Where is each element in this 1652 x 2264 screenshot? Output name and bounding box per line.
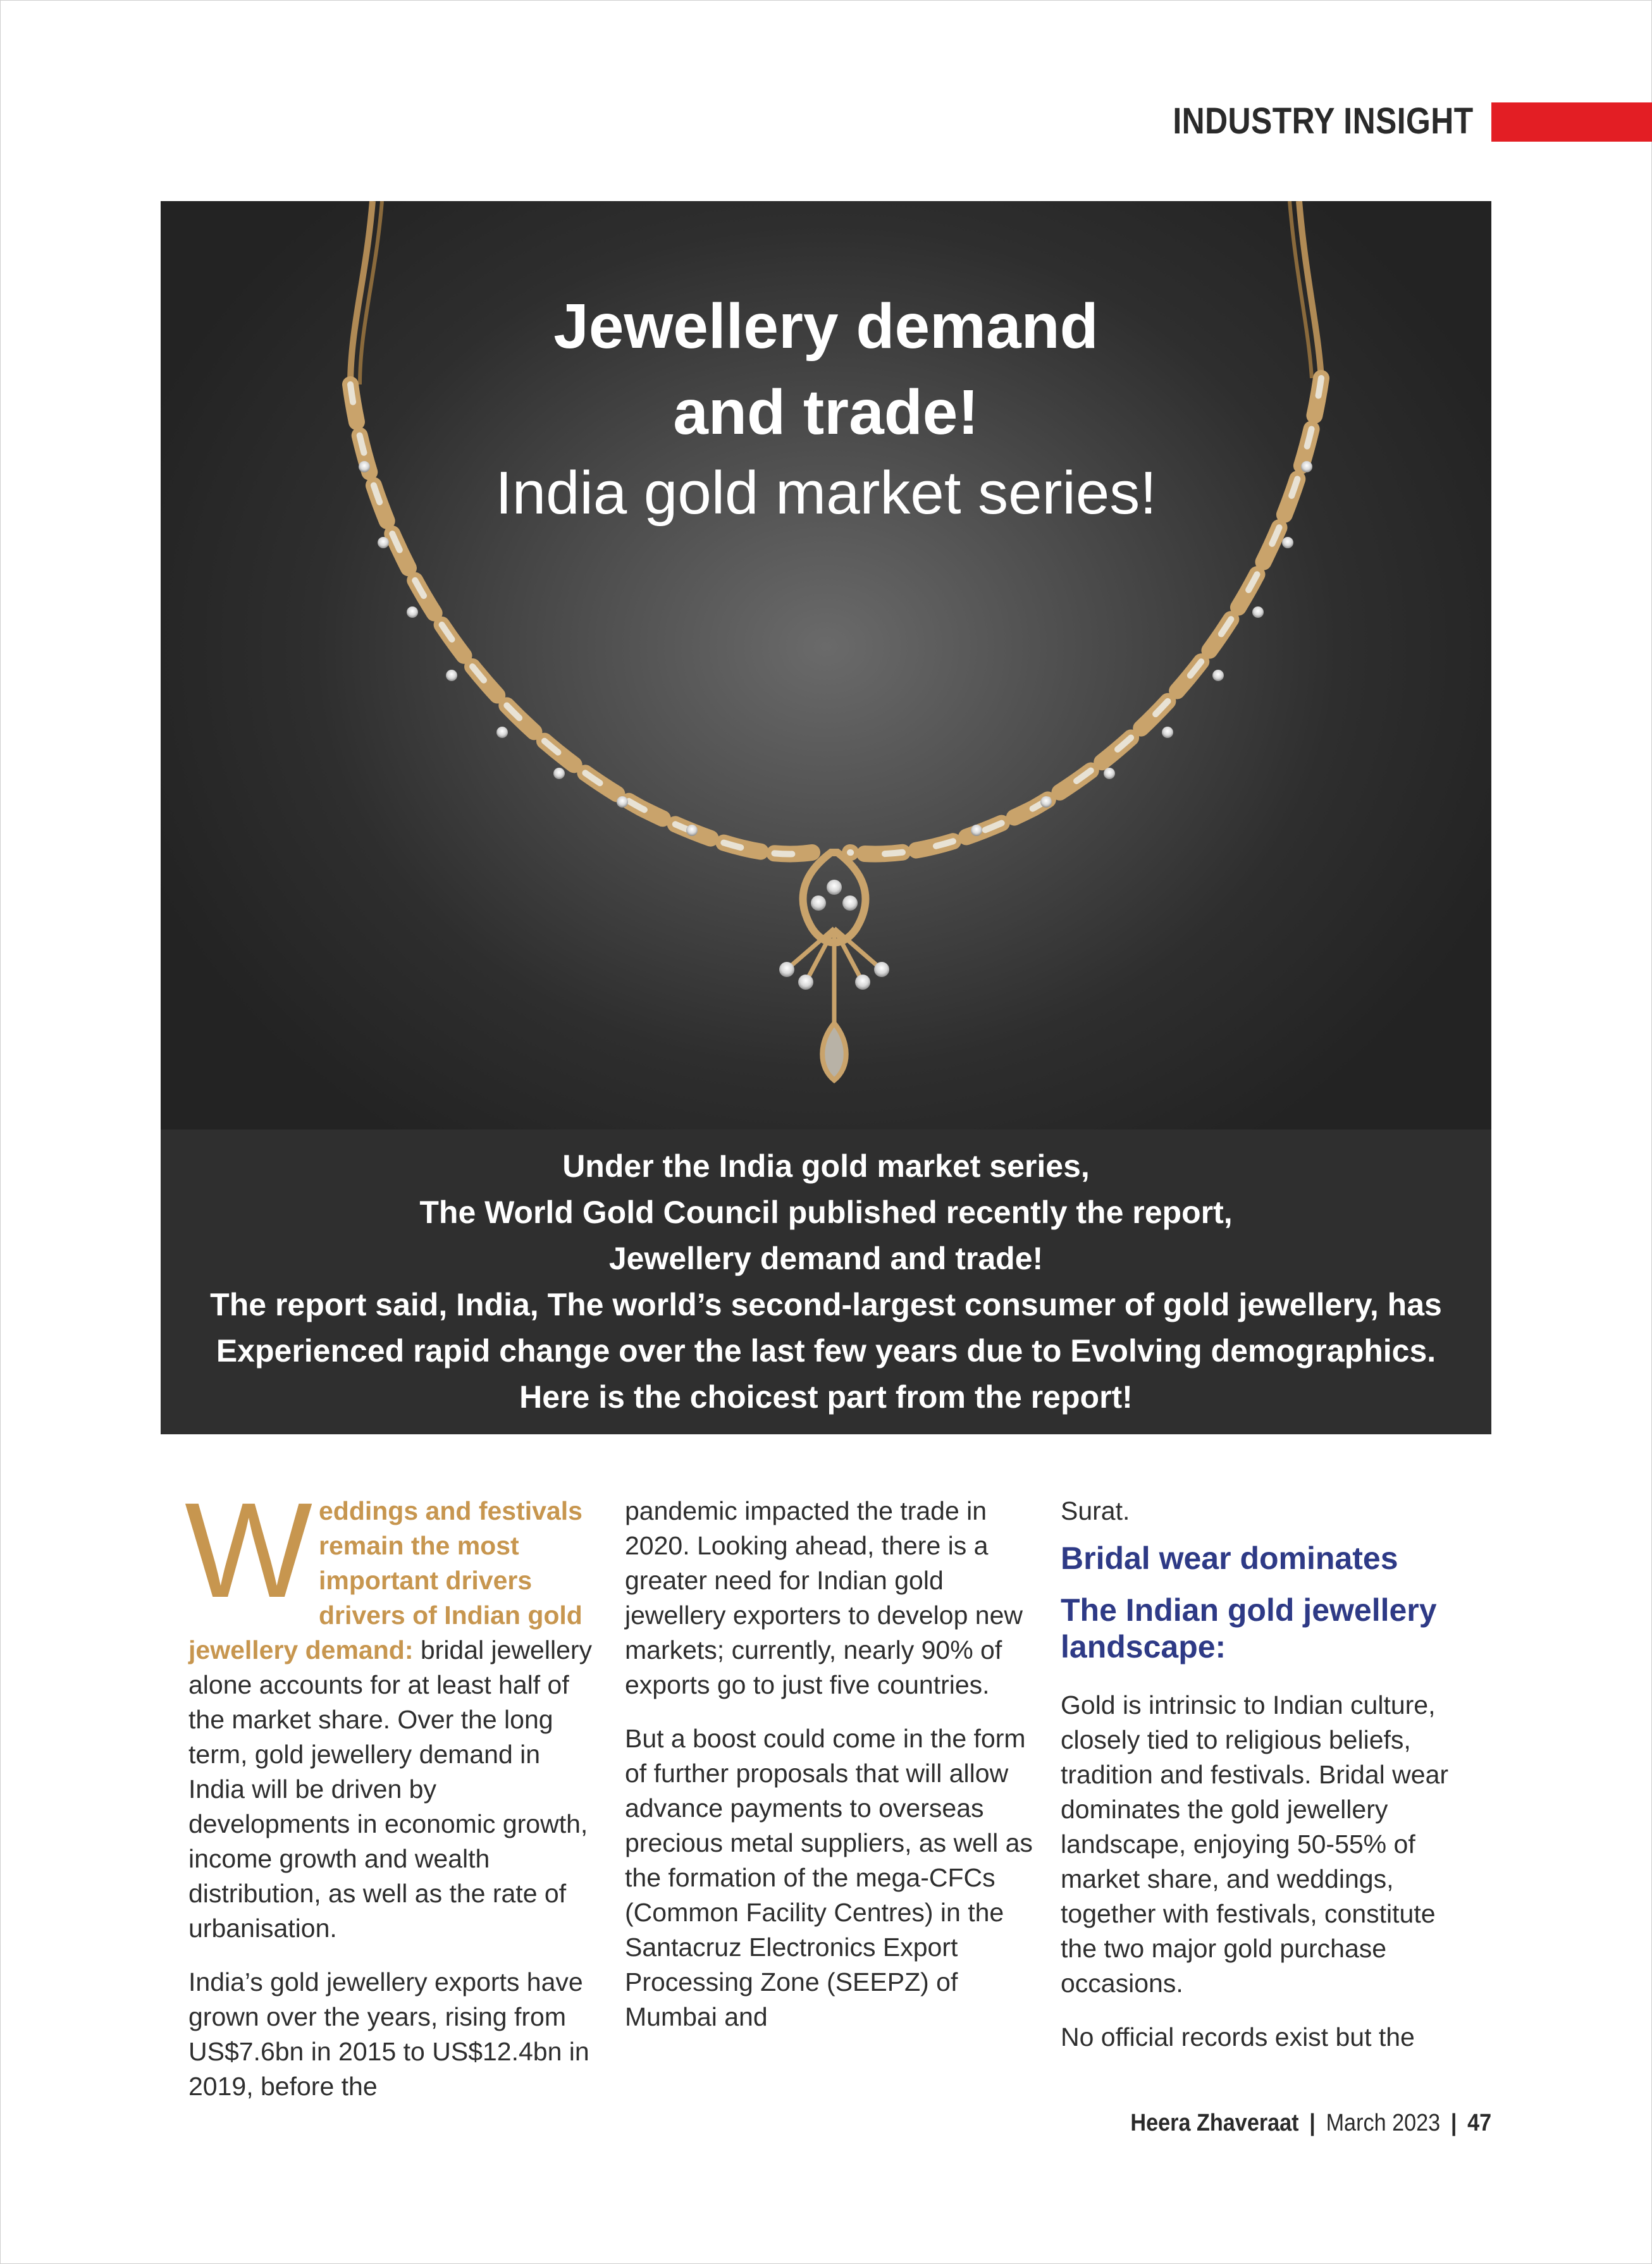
article-paragraph: No official records exist but the	[1061, 2022, 1415, 2052]
issue-date: March 2023	[1326, 2110, 1440, 2136]
caption-line: The World Gold Council published recently the report,	[419, 1195, 1233, 1230]
article-paragraph: Surat.	[1061, 1496, 1130, 1525]
article-paragraph: But a boost could come in the form of further proposals that will allow advance payments to overseas precious metal suppliers, as well as the formation of the mega-CFCs (Common Facility Centres) in the Santacruz Electronics Export Processing Zone (SEEPZ) of Mumbai and	[625, 1724, 1033, 2031]
article-paragraph: pandemic impacted the trade in 2020. Looking ahead, there is a greater need for Indian gold jewellery exporters to develop new markets; currently, nearly 90% of exports go to just five countries.	[625, 1496, 1023, 1699]
drop-cap: W	[185, 1475, 312, 1626]
lead-paragraph	[185, 1475, 598, 1946]
section-accent-bar	[1491, 102, 1652, 142]
subheading: Bridal wear dominates	[1061, 1541, 1398, 1576]
subheading: The Indian gold jewellery landscape:	[1061, 1592, 1437, 1664]
footer-separator: |	[1309, 2110, 1316, 2136]
page-footer	[1130, 2110, 1491, 2137]
article-column-2	[625, 1494, 1035, 2053]
publication-name: Heera Zhaveraat	[1130, 2110, 1299, 2136]
intro-caption	[161, 1129, 1491, 1434]
hero-title-line2: and trade!	[673, 377, 979, 448]
caption-line: Jewellery demand and trade!	[608, 1241, 1044, 1276]
lead-highlight: eddings and festivals remain the most important drivers drivers of Indian gold jewellery demand:	[188, 1496, 583, 1664]
hero-subtitle: India gold market series!	[495, 459, 1157, 527]
article-paragraph: India’s gold jewellery exports have grown over the years, rising from US$7.6bn in 2015 to US$12.4bn in 2019, before the	[188, 1967, 589, 2101]
caption-line: Here is the choicest part from the report!	[519, 1379, 1133, 1415]
page-number: 47	[1467, 2110, 1491, 2136]
hero-image	[161, 201, 1491, 1129]
caption-line: Under the India gold market series,	[562, 1148, 1090, 1184]
caption-line: The report said, India, The world’s second-largest consumer of gold jewellery, has	[210, 1287, 1442, 1322]
footer-separator: |	[1450, 2110, 1457, 2136]
section-label: INDUSTRY INSIGHT	[1173, 101, 1474, 142]
hero-title	[161, 283, 1491, 455]
caption-line: Experienced rapid change over the last few years due to Evolving demographics.	[216, 1333, 1436, 1369]
lead-text: bridal jewellery alone accounts for at least half of the market share. Over the long term, gold jewellery demand in India will be driven by developments in economic growth, income growth and wealth distribution, as well as the rate of urbanisation.	[188, 1635, 593, 1943]
article-column-3	[1061, 1494, 1470, 2074]
hero-title-line1: Jewellery demand	[553, 291, 1099, 362]
article-paragraph: Gold is intrinsic to Indian culture, closely tied to religious beliefs, tradition and festivals. Bridal wear dominates the gold jewellery landscape, enjoying 50-55% of market share, and weddings, together with festivals, constitute the two major gold purchase occasions.	[1061, 1690, 1449, 1998]
article-column-1	[185, 1475, 598, 2123]
